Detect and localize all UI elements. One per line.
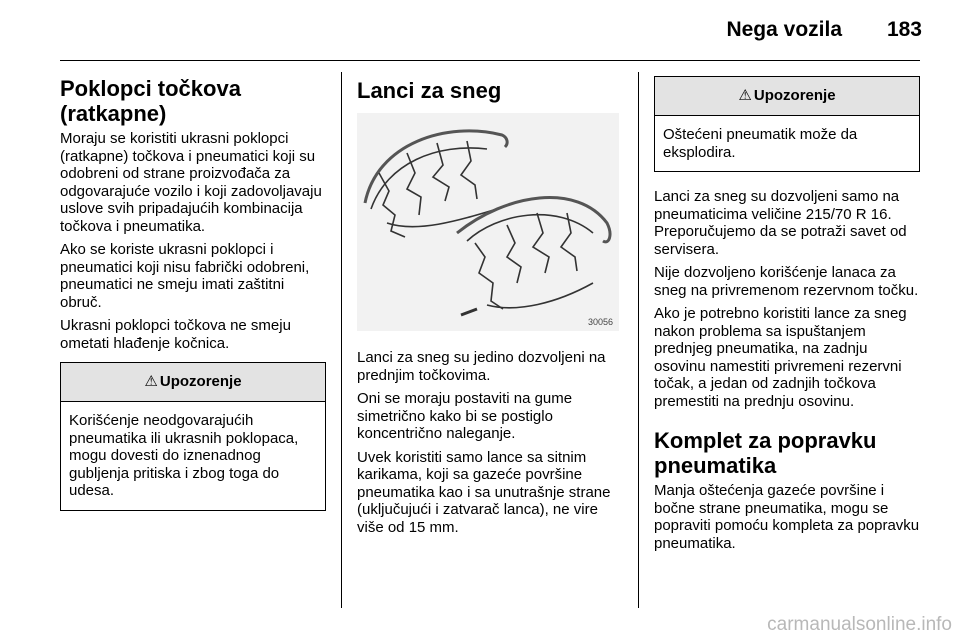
page-header [0,0,960,60]
snow-chains-heading: Lanci za sneg [357,78,502,103]
column-snow-chains [357,78,625,542]
warning-header [61,363,325,402]
paragraph: Ukrasni poklopci točkova ne smeju ometati hlađenje kočnica. [60,317,291,352]
warning-title: Upozorenje [753,87,836,104]
paragraph: Manja oštećenja gazeće površine i bočne strane pneumatika, mogu se popraviti pomoću kompleta za popravku pneumatika. [654,482,920,552]
snow-chain-icon [357,113,619,331]
paragraph: Ako je potrebno koristiti lance za sneg nakon problema sa ispuštanjem prednjeg pneumatika, na zadnju osovinu namestiti privremeni rezervni točak, a jedan od zadnjih točkova premestiti na prednju osovinu. [654,305,907,410]
heading-line-1: Komplet za popravku [654,428,877,453]
header-divider [60,60,920,61]
paragraph: Uvek koristiti samo lance sa sitnim karikama, koji sa gazeće površine pneumatika kao i sa unutrašnje strane (uključujući i zatvarač lanca), ne vire više od 15 mm. [357,448,611,536]
page-number: 183 [886,18,922,41]
heading-line-2: (ratkapne) [60,101,167,126]
paragraph: Ako se koriste ukrasni poklopci i pneumatici koji nisu fabrički odobreni, pneumatici ne smeju imati zaštitni obruč. [60,241,310,311]
column-snow-chains-cont [654,76,920,558]
warning-triangle-icon: ⚠ [144,373,158,390]
heading-line-1: Poklopci točkova [60,76,241,101]
column-divider-2 [638,72,639,608]
warning-triangle-icon: ⚠ [738,87,752,104]
warning-text: Oštećeni pneumatik može da eksplodira. [663,126,858,161]
paragraph: Oni se moraju postaviti na gume simetrično kako bi se postiglo koncentrično naleganje. [357,390,573,442]
paragraph: Nije dozvoljeno korišćenje lanaca za sneg na privremenom rezervnom točku. [654,264,919,299]
warning-title: Upozorenje [159,373,242,390]
paragraph: Moraju se koristiti ukrasni poklopci (ratkapne) točkova i pneumatici koji su odobreni od strane proizvođača za odgovarajuće vozilo i koji zadovoljavaju uslove svih pripadajućih kombinacija točkova i pneumatika. [60,130,322,235]
figure-number: 30056 [587,317,613,327]
paragraph: Lanci za sneg su dozvoljeni samo na pneumaticima veličine 215/70 R 16. Preporučujemo da se potraži savet od servisera. [654,188,907,258]
heading-line-2: pneumatika [654,453,777,478]
warning-box [654,76,920,172]
column-wheel-covers [60,76,326,511]
paragraph: Lanci za sneg su jedino dozvoljeni na prednjim točkovima. [357,349,606,384]
snow-chains-illustration [357,113,619,331]
column-divider-1 [341,72,342,608]
wheel-covers-heading [60,76,326,126]
warning-header [655,77,919,116]
repair-kit-heading [654,428,920,478]
watermark: carmanualsonline.info [767,614,952,635]
section-title: Nega vozila [726,18,842,41]
warning-box [60,362,326,511]
warning-text: Korišćenje neodgovarajućih pneumatika ili ukrasnih poklopaca, mogu dovesti do iznenadnog gubljenja pritiska i zbog toga do udesa. [69,412,299,499]
